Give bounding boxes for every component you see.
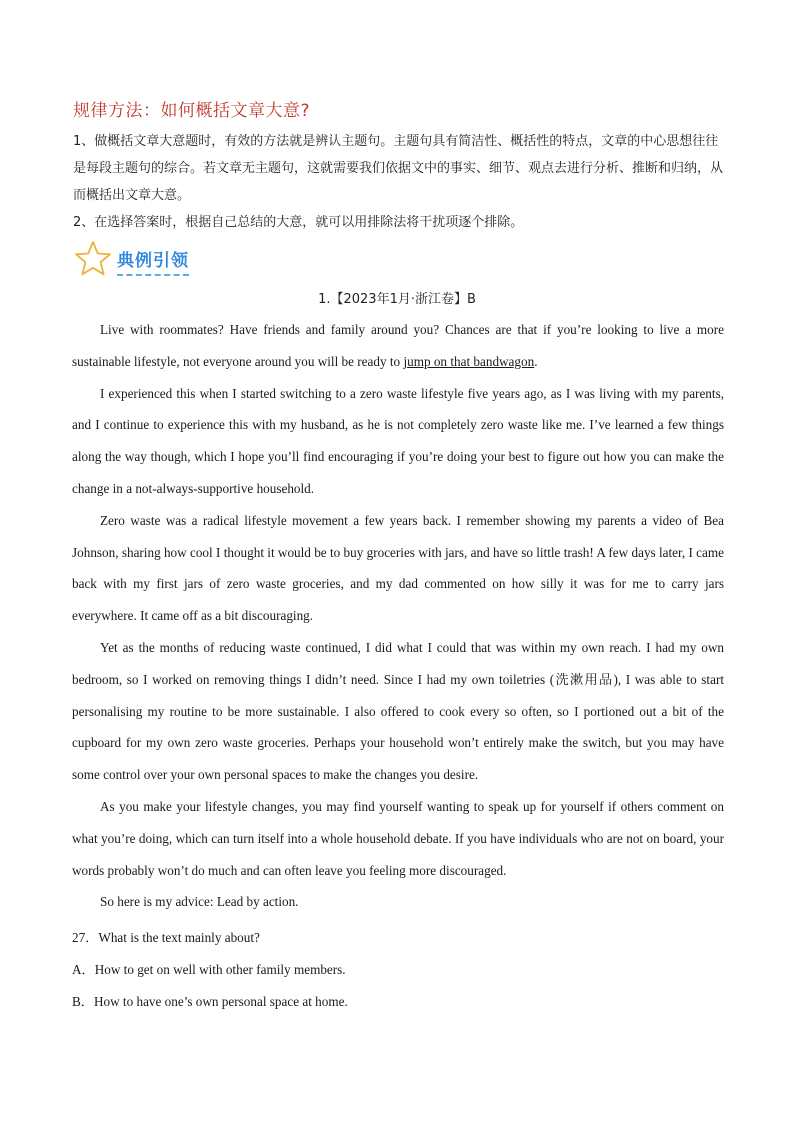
underlined-phrase: jump on that bandwagon — [403, 353, 535, 369]
question-source: 1.【2023年1月·浙江卷】B — [318, 292, 476, 307]
option-b[interactable]: B．How to have one’s own personal space at home. — [72, 993, 348, 1009]
passage-paragraph-3: Zero waste was a radical lifestyle movement a few years back. I remember showing my parents a video of Bea Johnson, sharing how cool I thought it would be to buy groceries with jars, and have so little trash! A few days later, I came back with my first jars of zero waste groceries, and my dad commented on how silly it was for me to carry jars everywhere. It came off as a bit discouraging. — [72, 512, 724, 624]
method-point-1: 1、做概括文章大意题时，有效的方法就是辨认主题句。主题句具有简洁性、概括性的特点，文章的中心思想往往是每段主题句的综合。若文章无主题句，这就需要我们依据文中的事实、细节、观点去进行分析、推断和归纳，从而概括出文章大意。 — [73, 134, 724, 203]
question-block — [72, 922, 724, 1017]
passage-paragraph-4: Yet as the months of reducing waste continued, I did what I could that was within my own reach. I had my own bedroom, so I worked on removing things I didn’t need. Since I had my own toiletries (洗漱用品), I was able to start personalising my routine to be more sustainable. I also offered to cook every so often, so I portioned out a bit of the cupboard for my own zero waste groceries. Perhaps your household won’t entirely make the switch, but you may have some control over your own personal spaces to make the changes you desire. — [72, 639, 724, 783]
method-heading: 规律方法：如何概括文章大意? — [73, 101, 311, 121]
example-banner-label: 典例引领 — [117, 246, 189, 276]
question-stem: 27．What is the text mainly about? — [72, 930, 260, 945]
example-banner — [74, 240, 274, 280]
passage-paragraph-2: I experienced this when I started switching to a zero waste lifestyle five years ago, as I was living with my parents, and I continue to experience this with my husband, as he is not completely zero waste like me. I’ve learned a few things along the way though, which I hope you’ll find encouraging if you’re doing your best to figure out how you can make the change in a not-always-supportive household. — [72, 385, 724, 496]
passage-paragraph-5: As you make your lifestyle changes, you may find yourself wanting to speak up for yourself if others comment on what you’re doing, which can turn itself into a whole household debate. If you have individuals who are not on board, your words probably won’t do much and can often leave you feeling more discouraged. — [72, 798, 724, 878]
star-outline-icon — [74, 240, 112, 278]
method-point-2: 2、在选择答案时，根据自己总结的大意，就可以用排除法将干扰项逐个排除。 — [73, 215, 524, 230]
reading-passage — [72, 314, 724, 918]
option-a[interactable]: A．How to get on well with other family members. — [72, 961, 346, 977]
passage-paragraph-1: Live with roommates? Have friends and family around you? Chances are that if you’re looking to live a more sustainable lifestyle, not everyone around you will be ready to jump on that bandwagon. — [72, 322, 724, 369]
passage-paragraph-6: So here is my advice: Lead by action. — [100, 894, 299, 910]
